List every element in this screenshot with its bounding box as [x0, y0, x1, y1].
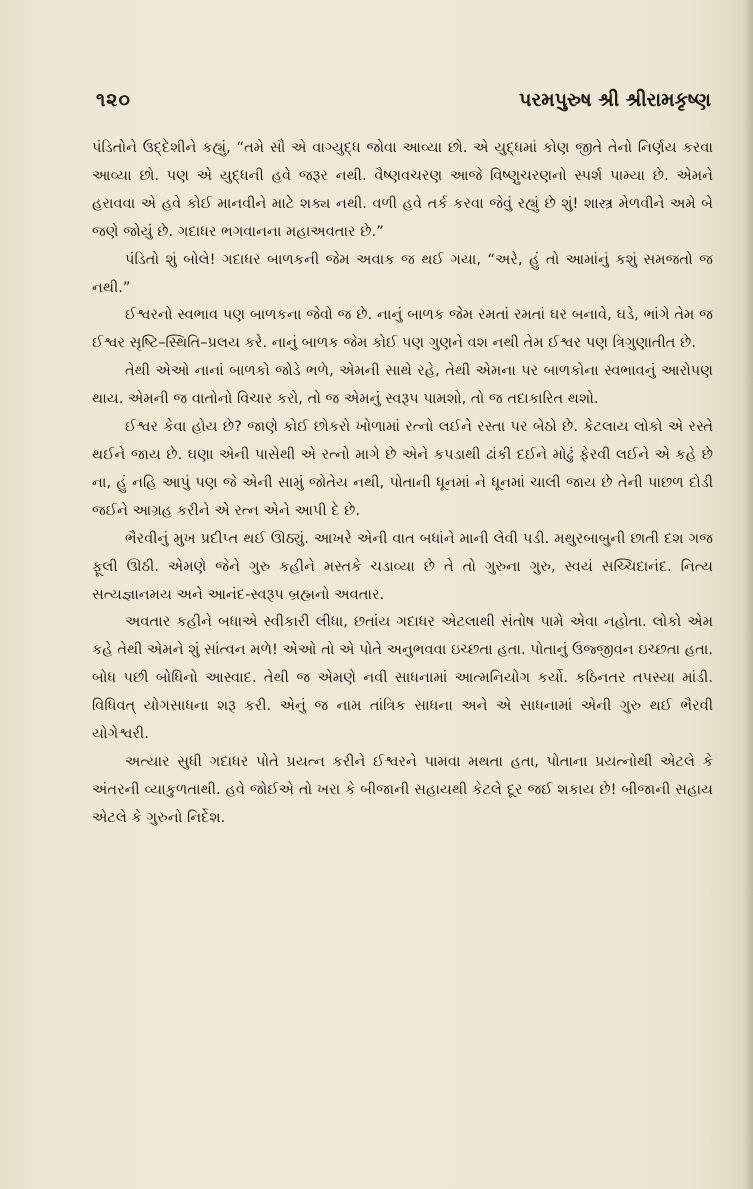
page-edge-shadow	[743, 0, 753, 1189]
page-header	[96, 80, 711, 120]
paragraph: પંડિતોને ઉદ્દેશીને કહ્યું, “તમે સૌ એ વાગ્યુદ્ધ જોવા આવ્યા છો. એ યુદ્ધમાં કોણ જીતે તેનો નિર્ણય કરવા આવ્યા છો. પણ એ યુદ્ધની હવે જરૂર નથી. વૈષ્ણવચરણ આજે વિષ્ણુચરણનો સ્પર્શ પામ્યા છે. એમને હરાવવા એ હવે કોઈ માનવીને માટે શક્ય નથી. વળી હવે તર્ક કરવા જેવું રહ્યું છે શું! શાસ્ત્ર મેળવીને અમે બે જણે જોયું છે. ગદાધર ભગવાનના મહાઅવતાર છે.”	[92, 139, 713, 240]
paragraph: ભૈરવીનું મુખ પ્રદીપ્ત થઈ ઊઠ્યું. આખરે એની વાત બધાંને માની લેવી પડી. મથુરબાબુની છાતી દશ ગજ ફૂલી ઊઠી. એમણે જેને ગુરુ કહીને મસ્તકે ચડાવ્યા છે તે તો ગુરુના ગુરુ, સ્વયં સચ્ચિદાનંદ. નિત્ય સત્યજ્ઞાનમય અને આનંદ-સ્વરૂપ બ્રહ્મનો અવતાર.	[92, 529, 713, 603]
running-title: પરમપુરુષ શ્રી શ્રીરામકૃષ્ણ	[519, 89, 711, 111]
paragraph: ઈશ્વરનો સ્વભાવ પણ બાળકના જેવો જ છે. નાનું બાળક જેમ રમતાં રમતાં ઘર બનાવે, ઘડે, ભાંગે તેમ જ ઈશ્વર સૃષ્ટિ–સ્થિતિ–પ્રલય કરે. નાનું બાળક જેમ કોઈ પણ ગુણને વશ નથી તેમ ઈશ્વર પણ ત્રિગુણાતીત છે.	[92, 306, 713, 352]
paragraph: અવતાર કહીને બધાએ સ્વીકારી લીધા, છતાંય ગદાધર એટલાથી સંતોષ પામે એવા નહોતા. લોકો એમ કહે તેથી એમને શું સાંત્વન મળે! એઓ તો એ પોતે અનુભવવા ઇચ્છતા હતા. પોતાનું ઉજ્જીવન ઇચ્છતા હતા. બોધ પછી બોધિનો આસ્વાદ. તેથી જ એમણે નવી સાધનામાં આત્મનિયોગ કર્યો. કઠિનતર તપસ્યા માંડી. વિધિવત્ યોગસાધના શરૂ કરી. એનું જ નામ તાંત્રિક સાધના અને એ સાધનામાં એની ગુરુ થઈ ભૈરવી યોગેશ્વરી.	[92, 613, 713, 743]
paragraph: તેથી એઓ નાનાં બાળકો જોડે ભળે, એમની સાથે રહે, તેથી એમના પર બાળકોના સ્વભાવનું આરોપણ થાય. એમની જ વાતોનો વિચાર કરો, તો જ એમનું સ્વરૂપ પામશો, તો જ તદાકારિત થશો.	[92, 362, 713, 408]
page-number: ૧૨૦	[96, 89, 131, 111]
paragraph: ઈશ્વર કેવા હોય છે? જાણે કોઈ છોકરો ખોળામાં રત્નો લઈને રસ્તા પર બેઠો છે. કેટલાય લોકો એ રસ્તે થઈને જાય છે. ઘણા એની પાસેથી એ રત્નો માગે છે એને કપડાથી ઢાંકી દઈને મોઢું ફેરવી લઈને એ કહે છે ના, હું નહિ આપું પણ જે એની સામું જોતેય નથી, પોતાની ધૂનમાં ને ધૂનમાં ચાલી જાય છે તેની પાછળ દોડી જઈને આગ્રહ કરીને એ રત્ન એને આપી દે છે.	[92, 418, 713, 519]
paragraph: અત્યાર સુધી ગદાધર પોતે પ્રયત્ન કરીને ઈશ્વરને પામવા મથતા હતા, પોતાના પ્રયત્નોથી એટલે કે અંતરની વ્યાકુળતાથી. હવે જોઈએ તો ખરા કે બીજાની સહાયથી કેટલે દૂર જઈ શકાય છે! બીજાની સહાય એટલે કે ગુરુનો નિર્દેશ.	[92, 752, 713, 826]
paragraph: પંડિતો શું બોલે! ગદાધર બાળકની જેમ અવાક જ થઈ ગયા, “અરે, હું તો આમાંનું કશું સમજતો જ નથી.”	[92, 250, 713, 296]
body-text	[92, 134, 713, 832]
